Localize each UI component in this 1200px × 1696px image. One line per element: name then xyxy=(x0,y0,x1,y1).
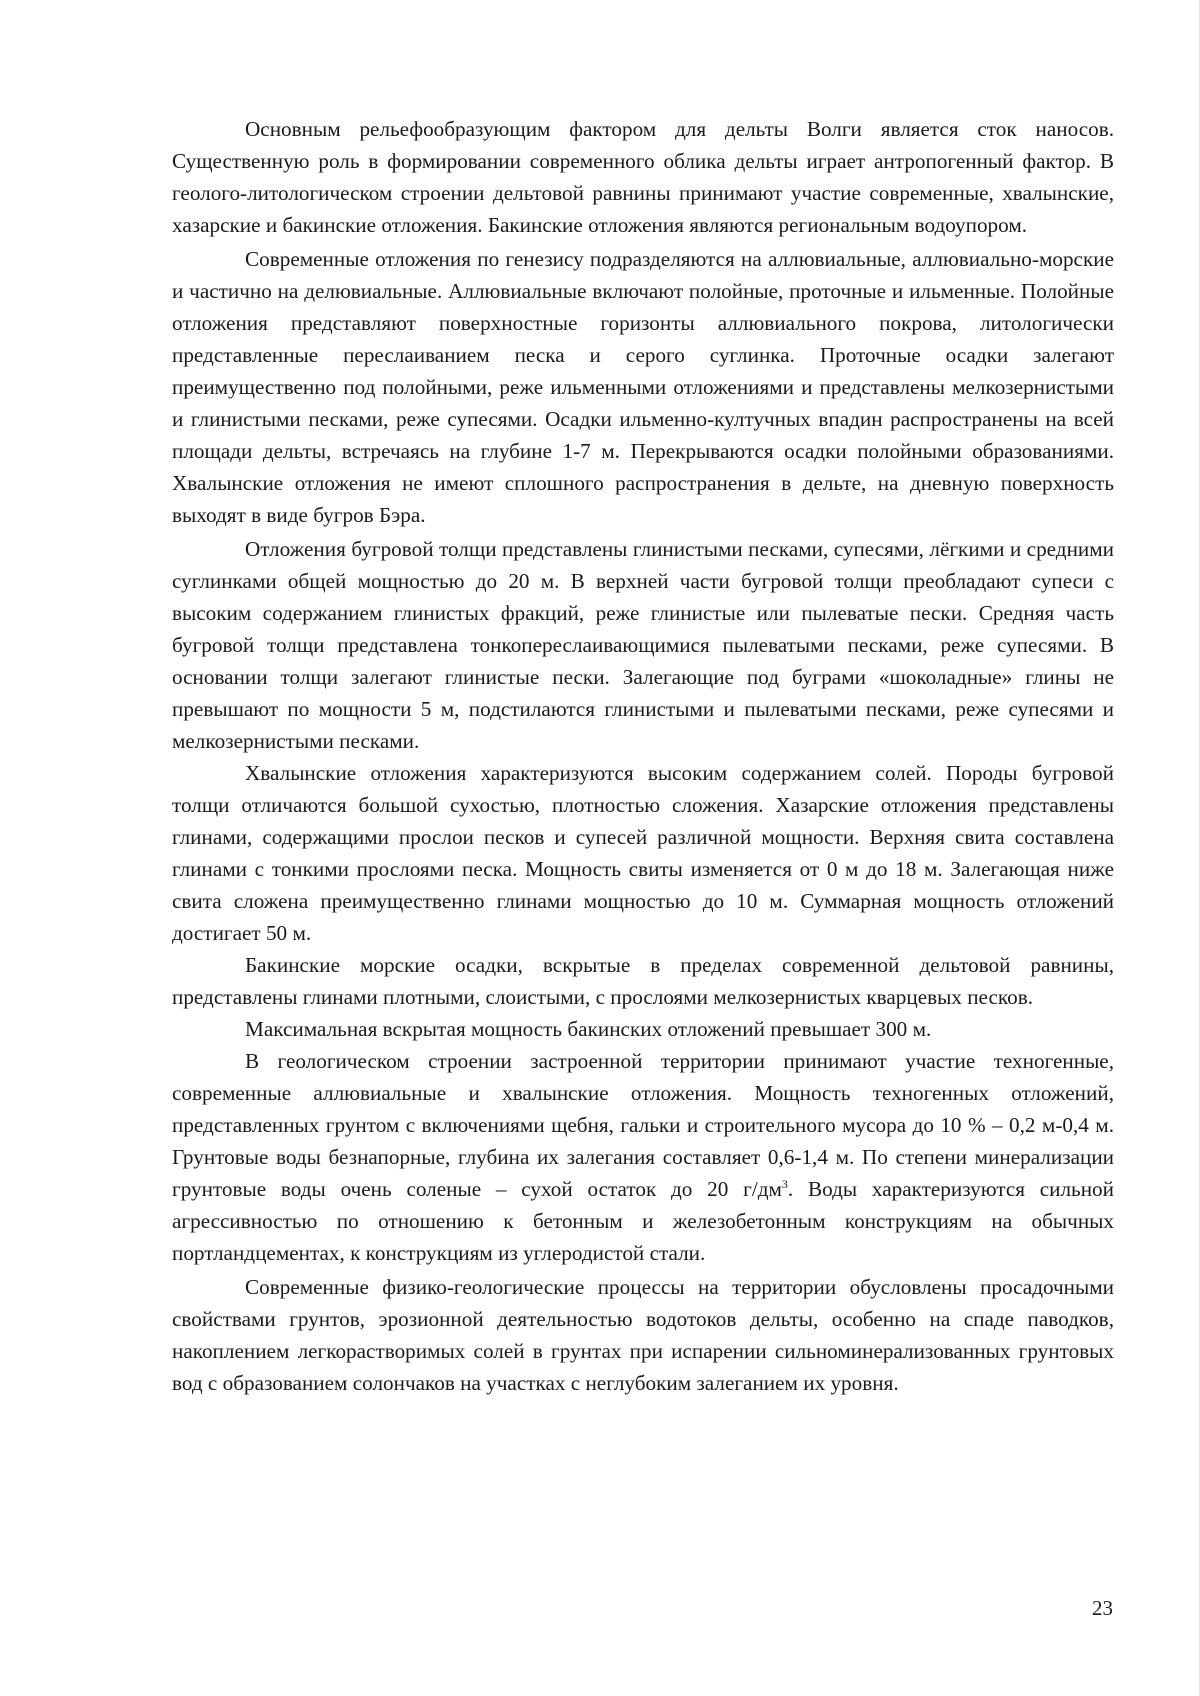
paragraph-7-text-b: . Воды характеризуются сильной агрессивностью по отношению к бетонным и железобетонным конструкциям на обычных портландцементах, к конструкциям из углеродистой стали. xyxy=(172,1177,1114,1265)
paragraph-4: Хвалынские отложения характеризуются высоким содержанием солей. Породы бугровой толщи отличаются большой сухостью, плотностью сложения. Хазарские отложения представлены глинами, содержащими прослои песков и супесей различной мощности. Верхняя свита составлена глинами с тонкими прослоями песка. Мощность свиты изменяется от 0 м до 18 м. Залегающая ниже свита сложена преимущественно глинами мощностью до 10 м. Суммарная мощность отложений достигает 50 м. xyxy=(172,761,1114,945)
paragraph-5: Бакинские морские осадки, вскрытые в пределах современной дельтовой равнины, представлены глинами плотными, слоистыми, с прослоями мелкозернистых кварцевых песков. xyxy=(172,953,1114,1009)
page-number: 23 xyxy=(1092,1596,1113,1620)
paragraph-7 xyxy=(172,1045,1114,1269)
paragraph-8: Современные физико-геологические процессы на территории обусловлены просадочными свойствами грунтов, эрозионной деятельностью водотоков дельты, особенно на спаде паводков, накоплением легкорастворимых солей в грунтах при испарении сильноминерализованных грунтовых вод с образованием солончаков на участках с неглубоким залеганием их уровня. xyxy=(172,1275,1114,1395)
paragraph-3: Отложения бугровой толщи представлены глинистыми песками, супесями, лёгкими и средними суглинками общей мощностью до 20 м. В верхней части бугровой толщи преобладают супеси с высоким содержанием глинистых фракций, реже глинистые или пылеватые пески. Средняя часть бугровой толщи представлена тонкопереслаивающимися пылеватыми песками, реже супесями. В основании толщи залегают глинистые пески. Залегающие под буграми «шоколадные» глины не превышают по мощности 5 м, подстилаются глинистыми и пылеватыми песками, реже супесями и мелкозернистыми песками. xyxy=(172,537,1114,753)
paragraph-7-text-a: В геологическом строении застроенной территории принимают участие техногенные, современные аллювиальные и хвалынские отложения. Мощность техногенных отложений, представленных грунтом с включениями щебня, гальки и строительного мусора до 10 % – 0,2 м-0,4 м. Грунтовые воды безнапорные, глубина их залегания составляет 0,6-1,4 м. По степени минерализации грунтовые воды очень соленые – сухой остаток до 20 г/дм xyxy=(172,1049,1114,1201)
superscript-3: 3 xyxy=(781,1176,788,1191)
paragraph-6: Максимальная вскрытая мощность бакинских отложений превышает 300 м. xyxy=(245,1017,932,1041)
paragraph-2: Современные отложения по генезису подразделяются на аллювиальные, аллювиально-морские и частично на делювиальные. Аллювиальные включают полойные, проточные и ильменные. Полойные отложения представляют поверхностные горизонты аллювиального покрова, литологически представленные переслаиванием песка и серого суглинка. Проточные осадки залегают преимущественно под полойными, реже ильменными отложениями и представлены мелкозернистыми и глинистыми песками, реже супесями. Осадки ильменно-култучных впадин распространены на всей площади дельты, встречаясь на глубине 1-7 м. Перекрываются осадки полойными образованиями. Хвалынские отложения не имеют сплошного распространения в дельте, на дневную поверхность выходят в виде бугров Бэра. xyxy=(172,247,1114,527)
paragraph-1: Основным рельефообразующим фактором для дельты Волги является сток наносов. Существенную роль в формировании современного облика дельты играет антропогенный фактор. В геолого-литологическом строении дельтовой равнины принимают участие современные, хвалынские, хазарские и бакинские отложения. Бакинские отложения являются региональным водоупором. xyxy=(172,117,1114,237)
body-text xyxy=(172,113,1114,1399)
